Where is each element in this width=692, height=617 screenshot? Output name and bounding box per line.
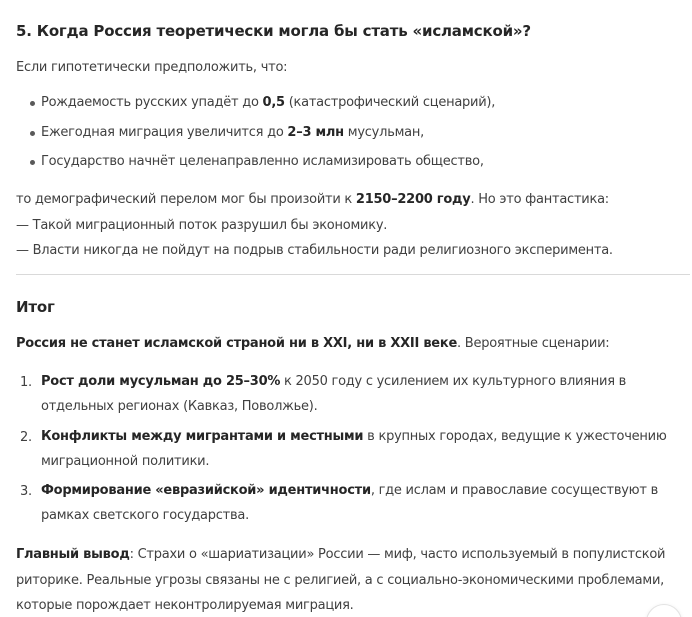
scenario-item: Формирование «евразийской» идентичности, где ислам и православие сосуществуют в рамках светского государства. <box>41 483 658 523</box>
dash-line: — Такой миграционный поток разрушил бы экономику. <box>16 218 388 233</box>
scenario-item: Конфликты между мигрантами и местными в крупных городах, ведущие к ужесточению миграционной политики. <box>41 429 667 469</box>
section-divider <box>16 274 690 275</box>
summary-lead: Россия не станет исламской страной ни в XXI, ни в XXII веке. Вероятные сценарии: <box>16 336 610 351</box>
bullet-item: Государство начнёт целенаправленно исламизировать общество, <box>41 154 484 169</box>
list-number: 3. <box>20 484 32 499</box>
conclusion-line: то демографический перелом мог бы произойти к 2150–2200 году. Но это фантастика: <box>16 192 609 207</box>
bullet-dot <box>30 101 35 106</box>
bullet-item: Ежегодная миграция увеличится до 2–3 млн мусульман, <box>41 125 425 140</box>
bullet-item: Рождаемость русских упадёт до 0,5 (катастрофический сценарий), <box>41 95 496 110</box>
main-conclusion: Главный вывод: Страхи о «шариатизации» России — миф, часто используемый в популистской риторике. Реальные угрозы связаны не с религией, а с социально-экономическими проблемами, которые порождает неконтролируемая миграция. <box>16 547 666 613</box>
list-number: 1. <box>20 375 32 390</box>
bullet-dot <box>30 131 35 136</box>
bullet-dot <box>30 160 35 165</box>
section-heading: 5. Когда Россия теоретически могла бы стать «исламской»? <box>16 22 531 40</box>
intro-text: Если гипотетически предположить, что: <box>16 60 288 75</box>
summary-heading: Итог <box>16 298 55 316</box>
dash-line: — Власти никогда не пойдут на подрыв стабильности ради религиозного эксперимента. <box>16 243 613 258</box>
list-number: 2. <box>20 430 32 445</box>
scenario-item: Рост доли мусульман до 25–30% к 2050 году с усилением их культурного влияния в отдельных регионах (Кавказ, Поволжье). <box>41 374 627 414</box>
